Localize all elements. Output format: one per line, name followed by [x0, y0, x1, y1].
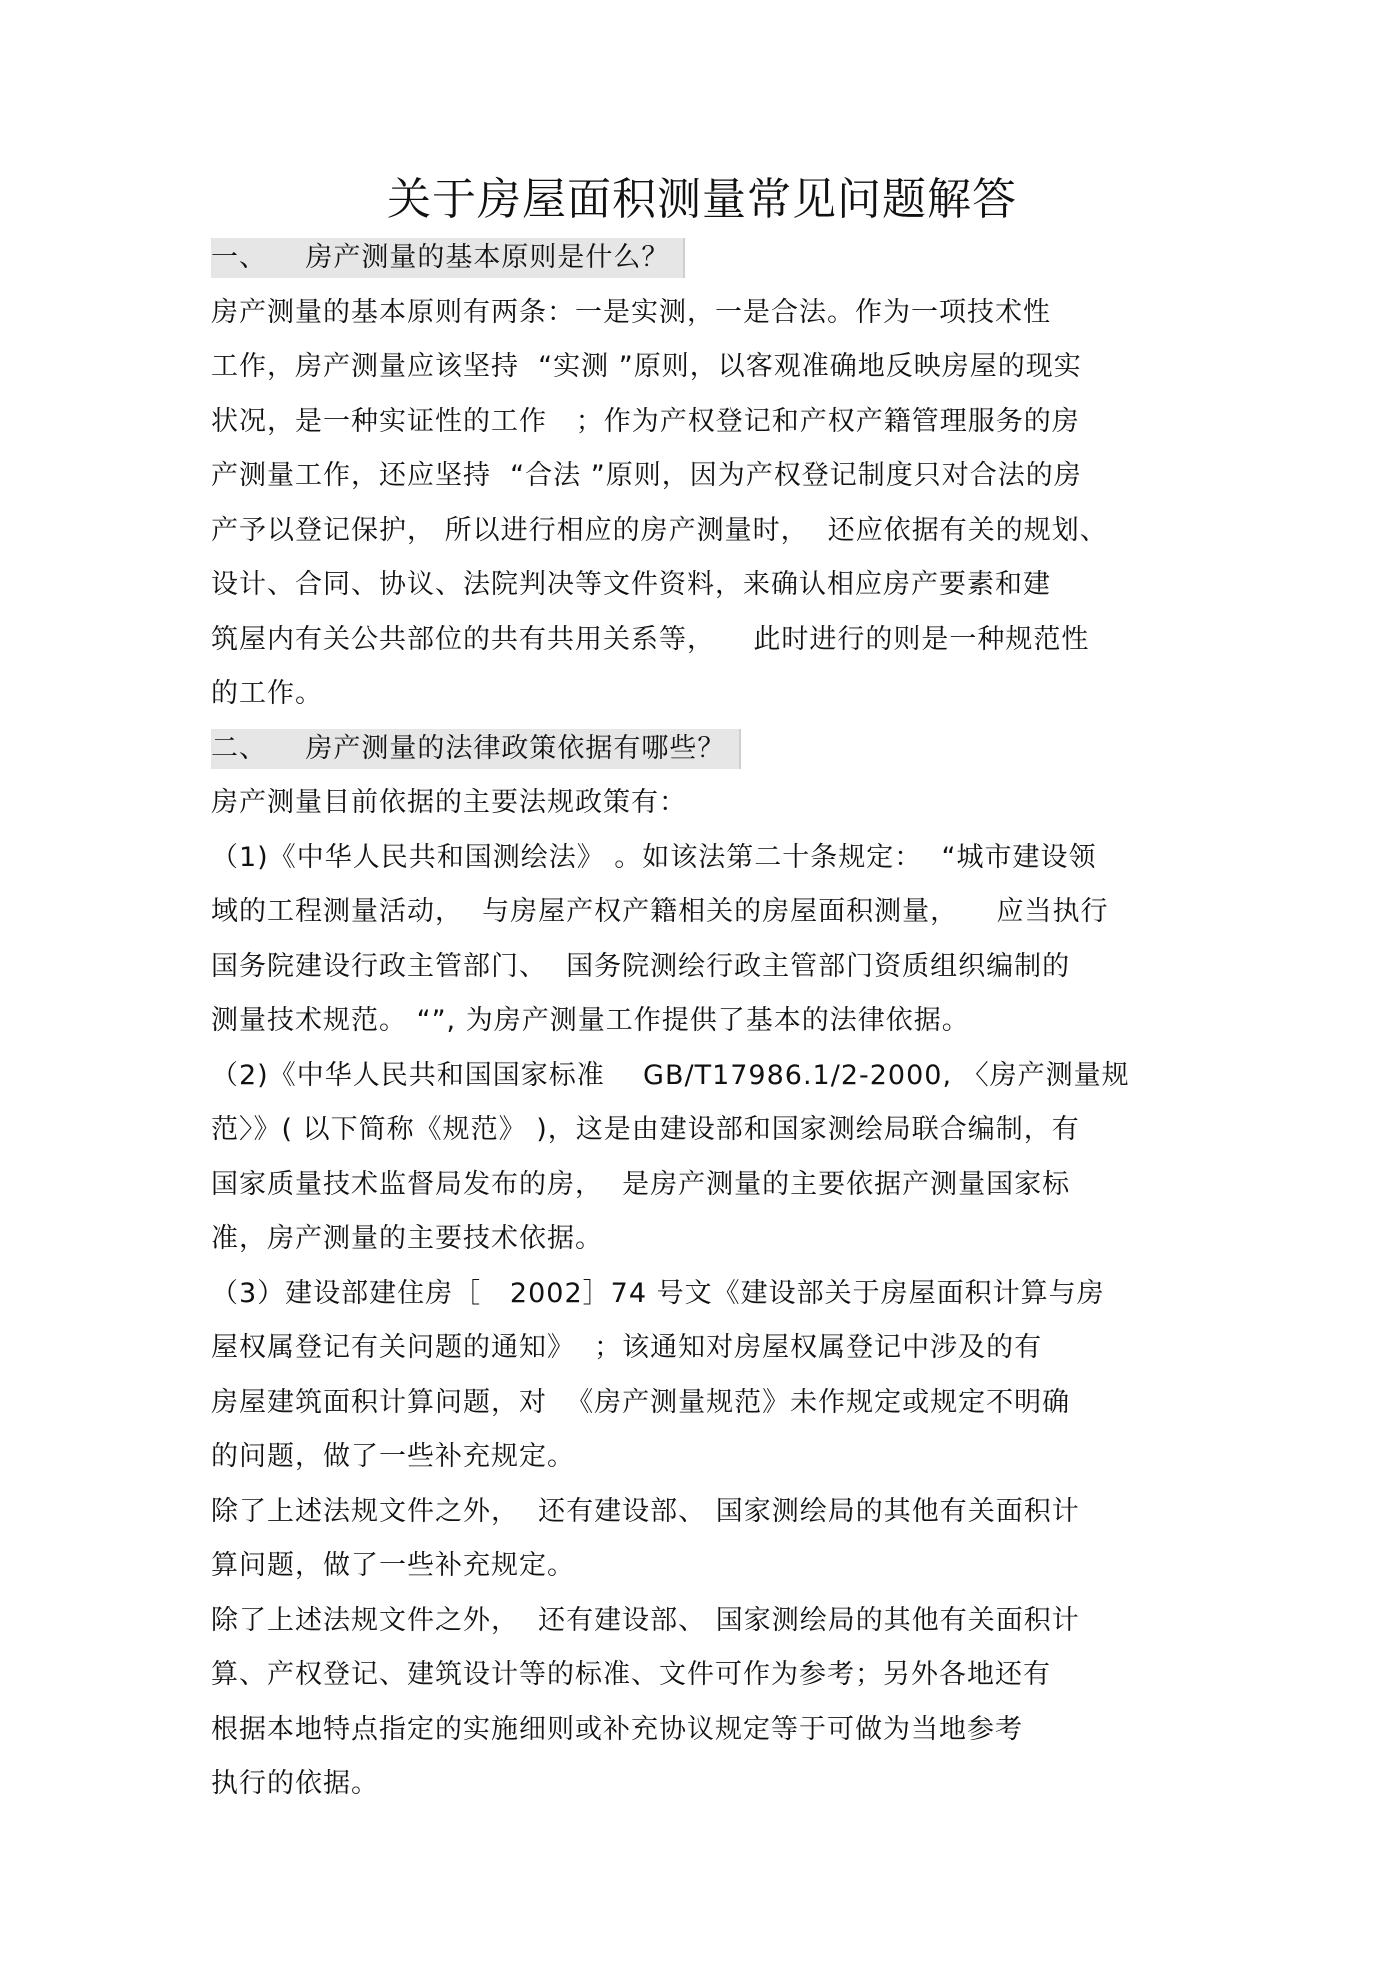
page-title: 关于房屋面积测量常见问题解答 [387, 174, 1017, 225]
paragraph-line: 筑屋内有关公共部位的共有共用关系等， 此时进行的则是一种规范性 [211, 624, 1090, 655]
paragraph-line: （3）建设部建住房［ 2002］74 号文《建设部关于房屋面积计算与房 [211, 1278, 1105, 1309]
paragraph-line: 房屋建筑面积计算问题，对 《房产测量规范》未作规定或规定不明确 [211, 1387, 1071, 1418]
paragraph-line: 的问题，做了一些补充规定。 [211, 1441, 575, 1472]
paragraph-line: 根据本地特点指定的实施细则或补充协议规定等于可做为当地参考 [211, 1714, 1023, 1745]
paragraph-line: 测量技术规范。 “”, 为房产测量工作提供了基本的法律依据。 [211, 1005, 970, 1036]
paragraph-line: 国务院建设行政主管部门、 国务院测绘行政主管部门资质组织编制的 [211, 951, 1071, 982]
paragraph-line: 除了上述法规文件之外， 还有建设部、 国家测绘局的其他有关面积计 [211, 1496, 1080, 1527]
paragraph-line: 执行的依据。 [211, 1768, 379, 1799]
paragraph-line: 准，房产测量的主要技术依据。 [211, 1223, 603, 1254]
paragraph-line: 房产测量目前依据的主要法规政策有： [211, 787, 687, 818]
paragraph-line: 产予以登记保护， 所以进行相应的房产测量时， 还应依据有关的规划、 [211, 515, 1108, 546]
paragraph-line: 工作，房产测量应该坚持 “实测 ”原则，以客观准确地反映房屋的现实 [211, 351, 1082, 382]
paragraph-line: 范〉》( 以下简称《规范》 )，这是由建设部和国家测绘局联合编制，有 [211, 1114, 1080, 1145]
paragraph-line: 算、产权登记、建筑设计等的标准、文件可作为参考；另外各地还有 [211, 1659, 1051, 1690]
paragraph-line: 的工作。 [211, 678, 323, 709]
paragraph-line: 除了上述法规文件之外， 还有建设部、 国家测绘局的其他有关面积计 [211, 1605, 1080, 1636]
paragraph-line: 产测量工作，还应坚持 “合法 ”原则，因为产权登记制度只对合法的房 [211, 460, 1082, 491]
section-heading: 二、 房产测量的法律政策依据有哪些？ [211, 729, 741, 769]
paragraph-line: 算问题，做了一些补充规定。 [211, 1550, 575, 1581]
paragraph-line: 房产测量的基本原则有两条：一是实测，一是合法。作为一项技术性 [211, 297, 1051, 328]
paragraph-line: 状况，是一种实证性的工作 ；作为产权登记和产权产籍管理服务的房 [211, 406, 1080, 437]
paragraph-line: 域的工程测量活动， 与房屋产权产籍相关的房屋面积测量， 应当执行 [211, 896, 1109, 927]
paragraph-line: （2)《中华人民共和国国家标准 GB/T17986.1/2-2000, 〈房产测量规 [211, 1060, 1130, 1091]
paragraph-line: （1)《中华人民共和国测绘法》 。如该法第二十条规定： “城市建设领 [211, 842, 1097, 873]
paragraph-line: 屋权属登记有关问题的通知》 ；该通知对房屋权属登记中涉及的有 [211, 1332, 1043, 1363]
section-heading: 一、 房产测量的基本原则是什么？ [211, 238, 685, 278]
paragraph-line: 设计、合同、协议、法院判决等文件资料，来确认相应房产要素和建 [211, 569, 1051, 600]
paragraph-line: 国家质量技术监督局发布的房， 是房产测量的主要依据产测量国家标 [211, 1169, 1071, 1200]
